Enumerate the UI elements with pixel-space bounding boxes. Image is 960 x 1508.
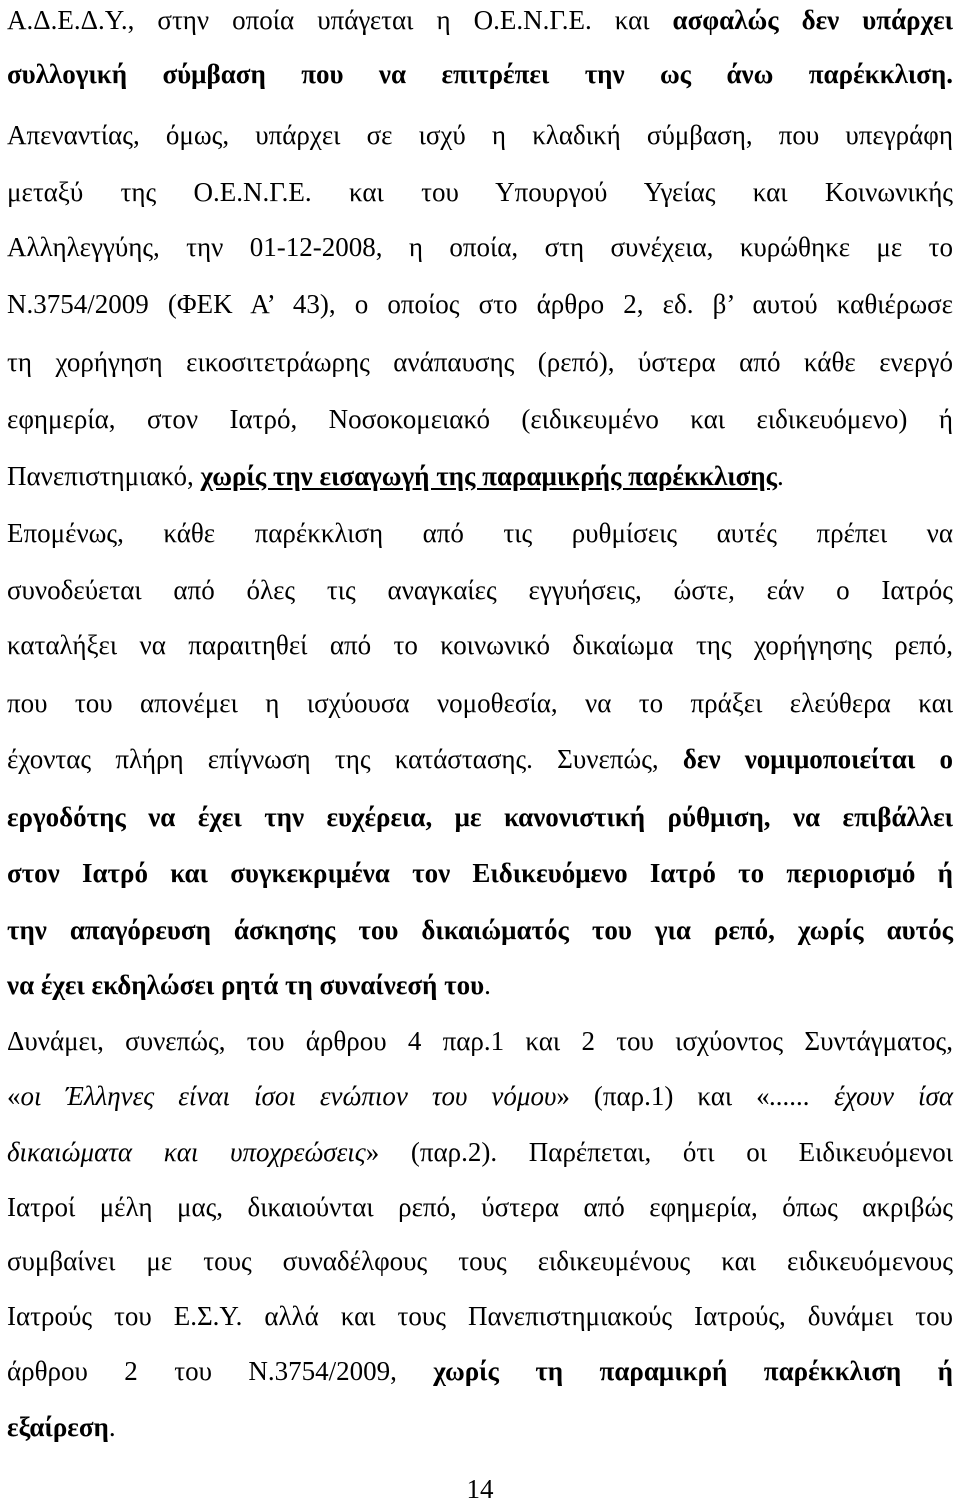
paragraph-line: [7, 1297, 953, 1335]
paragraph-line: [7, 854, 953, 892]
paragraph-line: [7, 626, 953, 664]
text-run: Α.Δ.Ε.Δ.Υ., στην οποία υπάγεται η Ο.Ε.Ν.Γ.Ε. και: [7, 5, 673, 35]
text-run: έχοντας πλήρη επίγνωση της κατάστασης. Συνεπώς,: [7, 744, 683, 774]
text-run: που του απονέμει η ισχύουσα νομοθεσία, να το πράξει ελεύθερα και: [7, 688, 953, 718]
paragraph-line: [7, 285, 953, 323]
paragraph-line: [7, 55, 953, 93]
text-run: οι Έλληνες είναι ίσοι ενώπιον του νόμου: [20, 1081, 557, 1111]
text-run: .: [777, 461, 784, 491]
paragraph-line: [7, 684, 953, 722]
paragraph-line: [7, 798, 953, 836]
paragraph-line: [7, 343, 953, 381]
text-run: εφημερία, στον Ιατρό, Νοσοκομειακό (ειδικευμένο και ειδικευόμενο) ή: [7, 404, 953, 434]
paragraph-line: [7, 1022, 953, 1060]
paragraph-line: [7, 457, 953, 495]
paragraph-line: [7, 1188, 953, 1226]
text-run: χωρίς τη παραμικρή παρέκκλιση ή: [433, 1356, 953, 1386]
page-number: 14: [466, 1474, 494, 1504]
paragraph-line: [7, 911, 953, 949]
paragraph-line: [7, 1408, 953, 1446]
paragraph-line: [7, 571, 953, 609]
text-run: Ιατρούς του Ε.Σ.Υ. αλλά και τους Πανεπιστημιακούς Ιατρούς, δυνάμει του: [7, 1301, 953, 1331]
text-run: εργοδότης να έχει την ευχέρεια, με κανονιστική ρύθμιση, να επιβάλλει: [7, 802, 953, 832]
text-run: δεν νομιμοποιείται ο: [682, 744, 953, 774]
paragraph-line: [7, 1242, 953, 1280]
text-run: Ν.3754/2009 (ΦΕΚ Α’ 43), ο οποίος στο άρθρο 2, εδ. β’ αυτού καθιέρωσε: [7, 289, 953, 319]
paragraph-line: [7, 173, 953, 211]
text-run: Πανεπιστημιακό,: [7, 461, 201, 491]
text-run: ...... έχουν ίσα: [769, 1081, 953, 1111]
text-run: συνοδεύεται από όλες τις αναγκαίες εγγυήσεις, ώστε, εάν ο Ιατρός: [7, 575, 953, 605]
text-run: μεταξύ της Ο.Ε.Ν.Γ.Ε. και του Υπουργού Υγείας και Κοινωνικής: [7, 177, 953, 207]
text-run: συλλογική σύμβαση που να επιτρέπει την ως άνω παρέκκλιση.: [7, 59, 953, 89]
paragraph-line: [7, 740, 953, 778]
text-run: .: [108, 1412, 116, 1442]
text-run: Ιατροί μέλη μας, δικαιούνται ρεπό, ύστερα από εφημερία, όπως ακριβώς: [7, 1192, 953, 1222]
paragraph-line: [7, 228, 953, 266]
text-run: Αλληλεγγύης, την 01-12-2008, η οποία, στη συνέχεια, κυρώθηκε με το: [7, 232, 953, 262]
text-run: στον Ιατρό και συγκεκριμένα τον Ειδικευόμενο Ιατρό το περιορισμό ή: [7, 858, 953, 888]
text-run: καταλήξει να παραιτηθεί από το κοινωνικό δικαίωμα της χορήγησης ρεπό,: [7, 630, 953, 660]
text-run: εξαίρεση: [7, 1412, 109, 1442]
paragraph-line: [7, 1077, 953, 1115]
text-run: την απαγόρευση άσκησης του δικαιώματός του για ρεπό, χωρίς αυτός: [7, 915, 953, 945]
paragraph-line: [7, 1352, 953, 1390]
paragraph-line: [7, 1, 953, 39]
text-run: » (παρ.2). Παρέπεται, ότι οι Ειδικευόμενοι: [365, 1137, 954, 1167]
text-run: συμβαίνει με τους συναδέλφους τους ειδικευμένους και ειδικευόμενους: [7, 1246, 953, 1276]
paragraph-line: [7, 400, 953, 438]
text-run: .: [484, 970, 491, 1000]
text-run: ασφαλώς δεν υπάρχει: [672, 5, 953, 35]
text-run: Απεναντίας, όμως, υπάρχει σε ισχύ η κλαδική σύμβαση, που υπεγράφη: [7, 120, 953, 150]
text-run: άρθρου 2 του Ν.3754/2009,: [7, 1356, 434, 1386]
paragraph-line: [7, 116, 953, 154]
paragraph-line: [7, 966, 953, 1004]
text-run: Δυνάμει, συνεπώς, του άρθρου 4 παρ.1 και 2 του ισχύοντος Συντάγματος,: [7, 1026, 953, 1056]
text-run: να έχει εκδηλώσει ρητά τη συναίνεσή του: [7, 970, 485, 1000]
text-run: » (παρ.1) και «: [556, 1081, 770, 1111]
text-run: τη χορήγηση εικοσιτετράωρης ανάπαυσης (ρεπό), ύστερα από κάθε ενεργό: [7, 347, 953, 377]
text-run: «: [7, 1081, 21, 1111]
text-run: δικαιώματα και υποχρεώσεις: [7, 1137, 366, 1167]
paragraph-line: [7, 514, 953, 552]
text-run: χωρίς την εισαγωγή της παραμικρής παρέκκλισης: [200, 461, 777, 491]
paragraph-line: [7, 1133, 953, 1171]
text-run: Επομένως, κάθε παρέκκλιση από τις ρυθμίσεις αυτές πρέπει να: [7, 518, 953, 548]
